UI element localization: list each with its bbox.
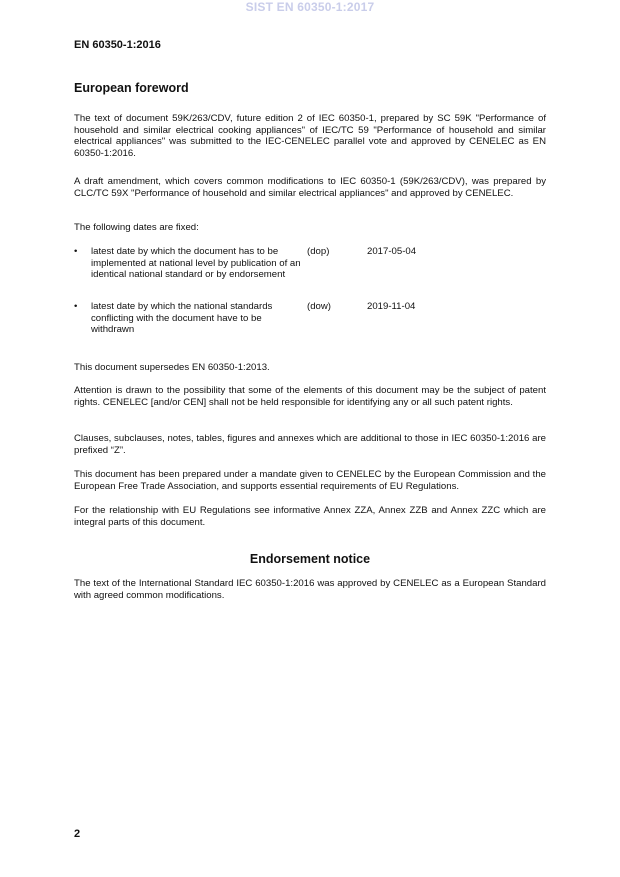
date-description: latest date by which the national standards conflicting with the document have to be withdrawn xyxy=(91,301,273,336)
relationship-paragraph: For the relationship with EU Regulations see informative Annex ZZA, Annex ZZB and Annex ZZC which are integral parts of this document. xyxy=(74,505,546,528)
mandate-paragraph: This document has been prepared under a mandate given to CENELEC by the European Commission and the European Free Trade Association, and supports essential requirements of EU Regulations. xyxy=(74,469,546,492)
bullet-icon: • xyxy=(74,246,78,257)
date-abbreviation: (dop) xyxy=(307,246,330,257)
clauses-paragraph: Clauses, subclauses, notes, tables, figures and annexes which are additional to those in IEC 60350-1:2016 are prefixed “Z”. xyxy=(74,433,546,456)
date-value: 2017-05-04 xyxy=(367,246,417,257)
foreword-paragraph-1: The text of document 59K/263/CDV, future edition 2 of IEC 60350-1, prepared by SC 59K "Performance of household and similar electrical cooking appliances" of IEC/TC 59 "Performance of household and similar electrical appliances" was submitted to the IEC-CENELEC parallel vote and approved by CENELEC as EN 60350-1:2016. xyxy=(74,113,546,159)
document-id: EN 60350-1:2016 xyxy=(74,39,161,51)
endorsement-notice-title: Endorsement notice xyxy=(249,552,371,566)
watermark: SIST EN 60350-1:2017 xyxy=(245,0,375,14)
dates-intro: The following dates are fixed: xyxy=(74,222,199,233)
european-foreword-title: European foreword xyxy=(74,81,189,95)
date-abbreviation: (dow) xyxy=(307,301,331,312)
page-number: 2 xyxy=(74,828,81,840)
bullet-icon: • xyxy=(74,301,78,312)
date-value: 2019-11-04 xyxy=(367,301,416,312)
attention-paragraph: Attention is drawn to the possibility that some of the elements of this document may be the subject of patent rights. CENELEC [and/or CEN] shall not be held responsible for identifying any or all such patent rights. xyxy=(74,385,546,408)
supersedes-paragraph: This document supersedes EN 60350-1:2013. xyxy=(74,362,270,373)
foreword-paragraph-2: A draft amendment, which covers common modifications to IEC 60350-1 (59K/263/CDV), was prepared by CLC/TC 59X "Performance of household and similar electrical appliances" and approved by CENELEC. xyxy=(74,176,546,199)
date-description: latest date by which the document has to be implemented at national level by publication of an identical national standard or by endorsement xyxy=(91,246,301,281)
endorsement-text: The text of the International Standard IEC 60350-1:2016 was approved by CENELEC as a European Standard with agreed common modifications. xyxy=(74,578,546,601)
